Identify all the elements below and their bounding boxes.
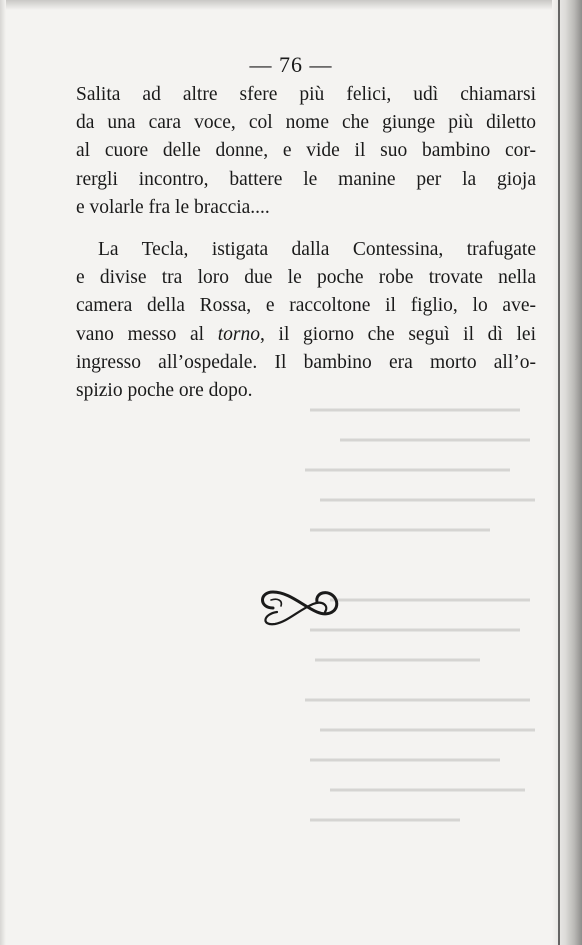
- text-line: ingresso all’ospedale. Il bambino era morto all’o-: [76, 351, 536, 373]
- text-line: spizio poche ore dopo.: [76, 380, 253, 402]
- paragraph-1: [76, 81, 536, 222]
- paragraph-2: [76, 236, 536, 405]
- text-line: rergli incontro, battere le manine per la gioja: [76, 168, 536, 190]
- text-fragment: vano messo al: [76, 323, 218, 345]
- text-line: da una cara voce, col nome che giunge più diletto: [76, 112, 536, 134]
- text-fragment: , il giorno che seguì il dì lei: [260, 323, 536, 345]
- text-line: Salita ad altre sfere più felici, udì chiamarsi: [76, 84, 536, 105]
- page-number: — 76 —: [249, 52, 333, 77]
- text-line: camera della Rossa, e raccoltone il figlio, lo ave-: [76, 295, 536, 317]
- page-left-shadow: [0, 0, 6, 945]
- text-line-with-italic: [76, 321, 536, 349]
- text-line: al cuore delle donne, e vide il suo bambino cor-: [76, 140, 536, 162]
- text-line: La Tecla, istigata dalla Contessina, trafugate: [98, 239, 536, 260]
- italic-word: torno: [217, 323, 260, 345]
- text-line: e divise tra loro due le poche robe trovate nella: [76, 267, 536, 289]
- bleed-through-text: [300, 400, 540, 860]
- page-top-shadow: [0, 0, 582, 10]
- page-binding-shadow: [552, 0, 582, 945]
- text-line: e volarle fra le braccia....: [76, 196, 270, 218]
- page-edge-line: [558, 0, 560, 945]
- scroll-ornament-icon: [255, 582, 345, 630]
